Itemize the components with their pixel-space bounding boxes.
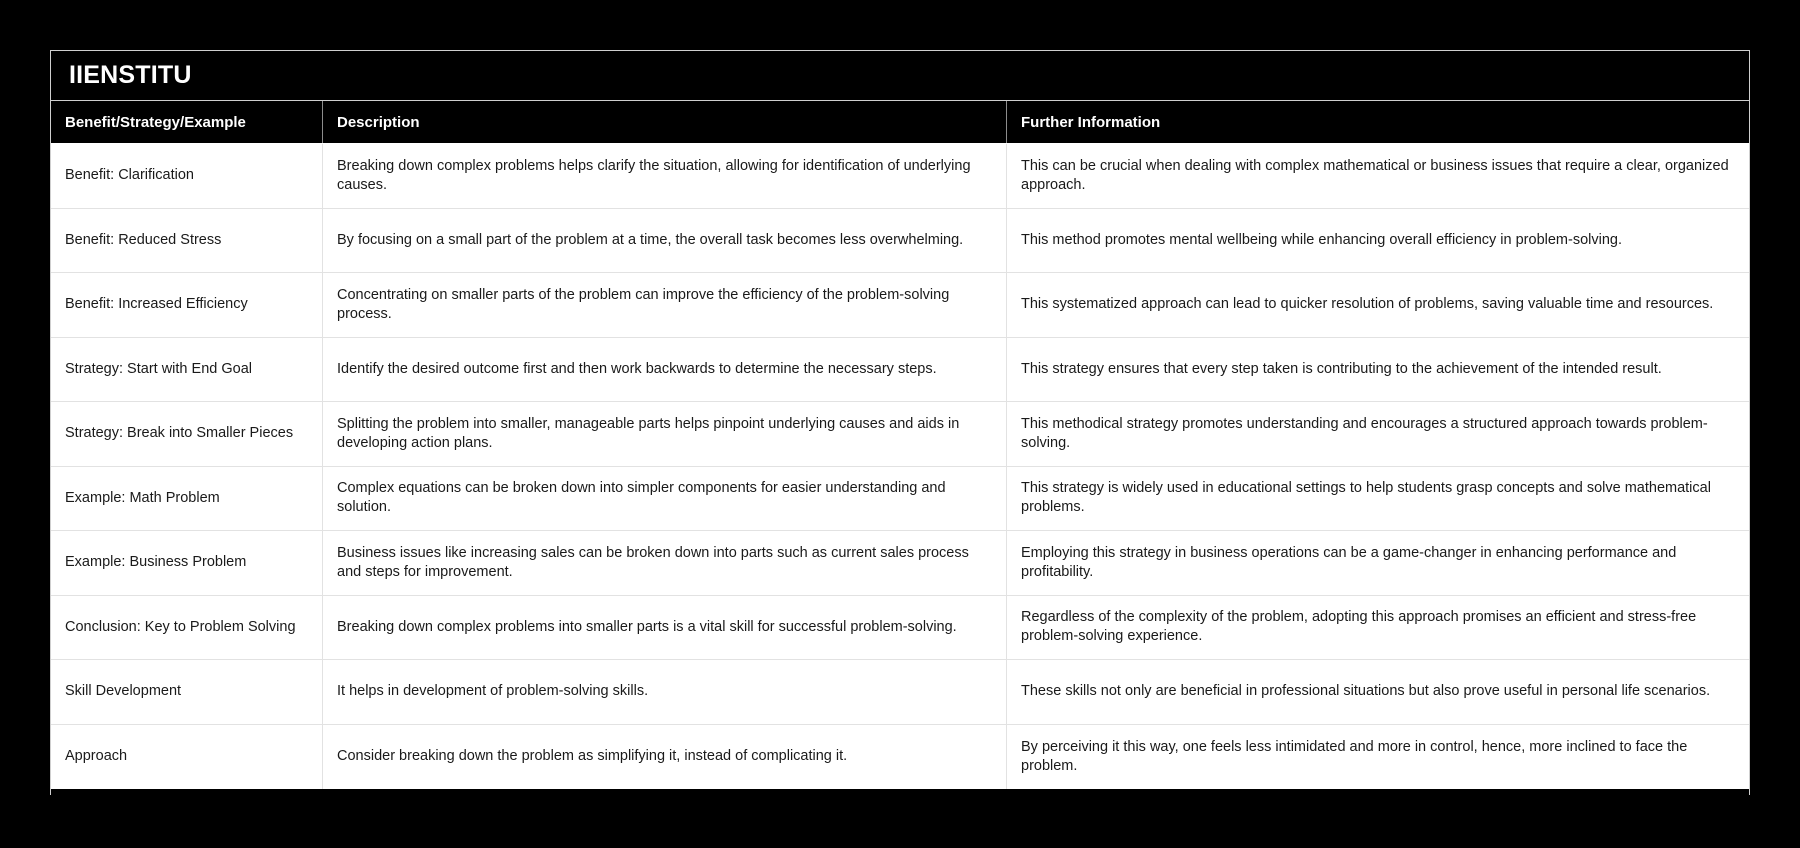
cell-description: Consider breaking down the problem as simplifying it, instead of complicating it.	[323, 725, 1007, 790]
cell-item: Benefit: Reduced Stress	[51, 209, 323, 273]
table-row	[51, 596, 1749, 661]
cell-further-information: Regardless of the complexity of the problem, adopting this approach promises an efficient and stress-free problem-solving experience.	[1021, 609, 1697, 645]
cell-description: Splitting the problem into smaller, manageable parts helps pinpoint underlying causes and aids in developing action plans.	[323, 402, 1007, 466]
cell-item: Benefit: Increased Efficiency	[51, 273, 323, 337]
column-header-item: Benefit/Strategy/Example	[51, 101, 323, 143]
cell-description: Complex equations can be broken down into simpler components for easier understanding and solution.	[323, 467, 1007, 531]
brand-title: IIENSTITU	[69, 61, 192, 89]
cell-item: Example: Math Problem	[51, 467, 323, 531]
table-row	[51, 273, 1749, 338]
info-table	[50, 50, 1750, 795]
cell-description: Business issues like increasing sales can be broken down into parts such as current sales process and steps for improvement.	[323, 531, 1007, 595]
table-row	[51, 209, 1749, 274]
cell-item: Conclusion: Key to Problem Solving	[51, 596, 323, 660]
cell-description: Breaking down complex problems into smaller parts is a vital skill for successful problem-solving.	[323, 596, 1007, 660]
cell-item: Approach	[51, 725, 323, 790]
column-header-description: Description	[323, 101, 1007, 143]
cell-further-information: This method promotes mental wellbeing while enhancing overall efficiency in problem-solving.	[1021, 231, 1622, 248]
table-body	[51, 144, 1749, 789]
table-row	[51, 725, 1749, 790]
cell-description: Breaking down complex problems helps clarify the situation, allowing for identification of underlying causes.	[323, 144, 1007, 208]
table-row	[51, 467, 1749, 532]
cell-further-information: This strategy ensures that every step taken is contributing to the achievement of the intended result.	[1021, 360, 1662, 377]
cell-description: By focusing on a small part of the problem at a time, the overall task becomes less overwhelming.	[323, 209, 1007, 273]
cell-item: Skill Development	[51, 660, 323, 724]
cell-further-information: This systematized approach can lead to quicker resolution of problems, saving valuable time and resources.	[1021, 296, 1714, 313]
column-header-further-information: Further Information	[1021, 113, 1161, 131]
table-header-row	[51, 101, 1749, 144]
cell-further-information: These skills not only are beneficial in professional situations but also prove useful in personal life scenarios.	[1021, 683, 1711, 700]
cell-description: It helps in development of problem-solving skills.	[323, 660, 1007, 724]
cell-description: Concentrating on smaller parts of the problem can improve the efficiency of the problem-solving process.	[323, 273, 1007, 337]
cell-further-information: This can be crucial when dealing with complex mathematical or business issues that require a clear, organized approach.	[1021, 157, 1729, 193]
table-row	[51, 660, 1749, 725]
cell-further-information: By perceiving it this way, one feels less intimidated and more in control, hence, more inclined to face the problem.	[1021, 738, 1688, 774]
cell-item: Strategy: Break into Smaller Pieces	[51, 402, 323, 466]
cell-item: Strategy: Start with End Goal	[51, 338, 323, 402]
brand-header	[51, 51, 1749, 101]
table-row	[51, 531, 1749, 596]
table-row	[51, 402, 1749, 467]
cell-further-information: Employing this strategy in business operations can be a game-changer in enhancing performance and profitability.	[1021, 544, 1677, 580]
cell-item: Benefit: Clarification	[51, 144, 323, 208]
table-row	[51, 144, 1749, 209]
cell-item: Example: Business Problem	[51, 531, 323, 595]
cell-further-information: This strategy is widely used in educational settings to help students grasp concepts and solve mathematical problems.	[1021, 480, 1711, 516]
cell-further-information: This methodical strategy promotes understanding and encourages a structured approach towards problem-solving.	[1021, 415, 1708, 451]
table-row	[51, 338, 1749, 403]
cell-description: Identify the desired outcome first and then work backwards to determine the necessary steps.	[323, 338, 1007, 402]
